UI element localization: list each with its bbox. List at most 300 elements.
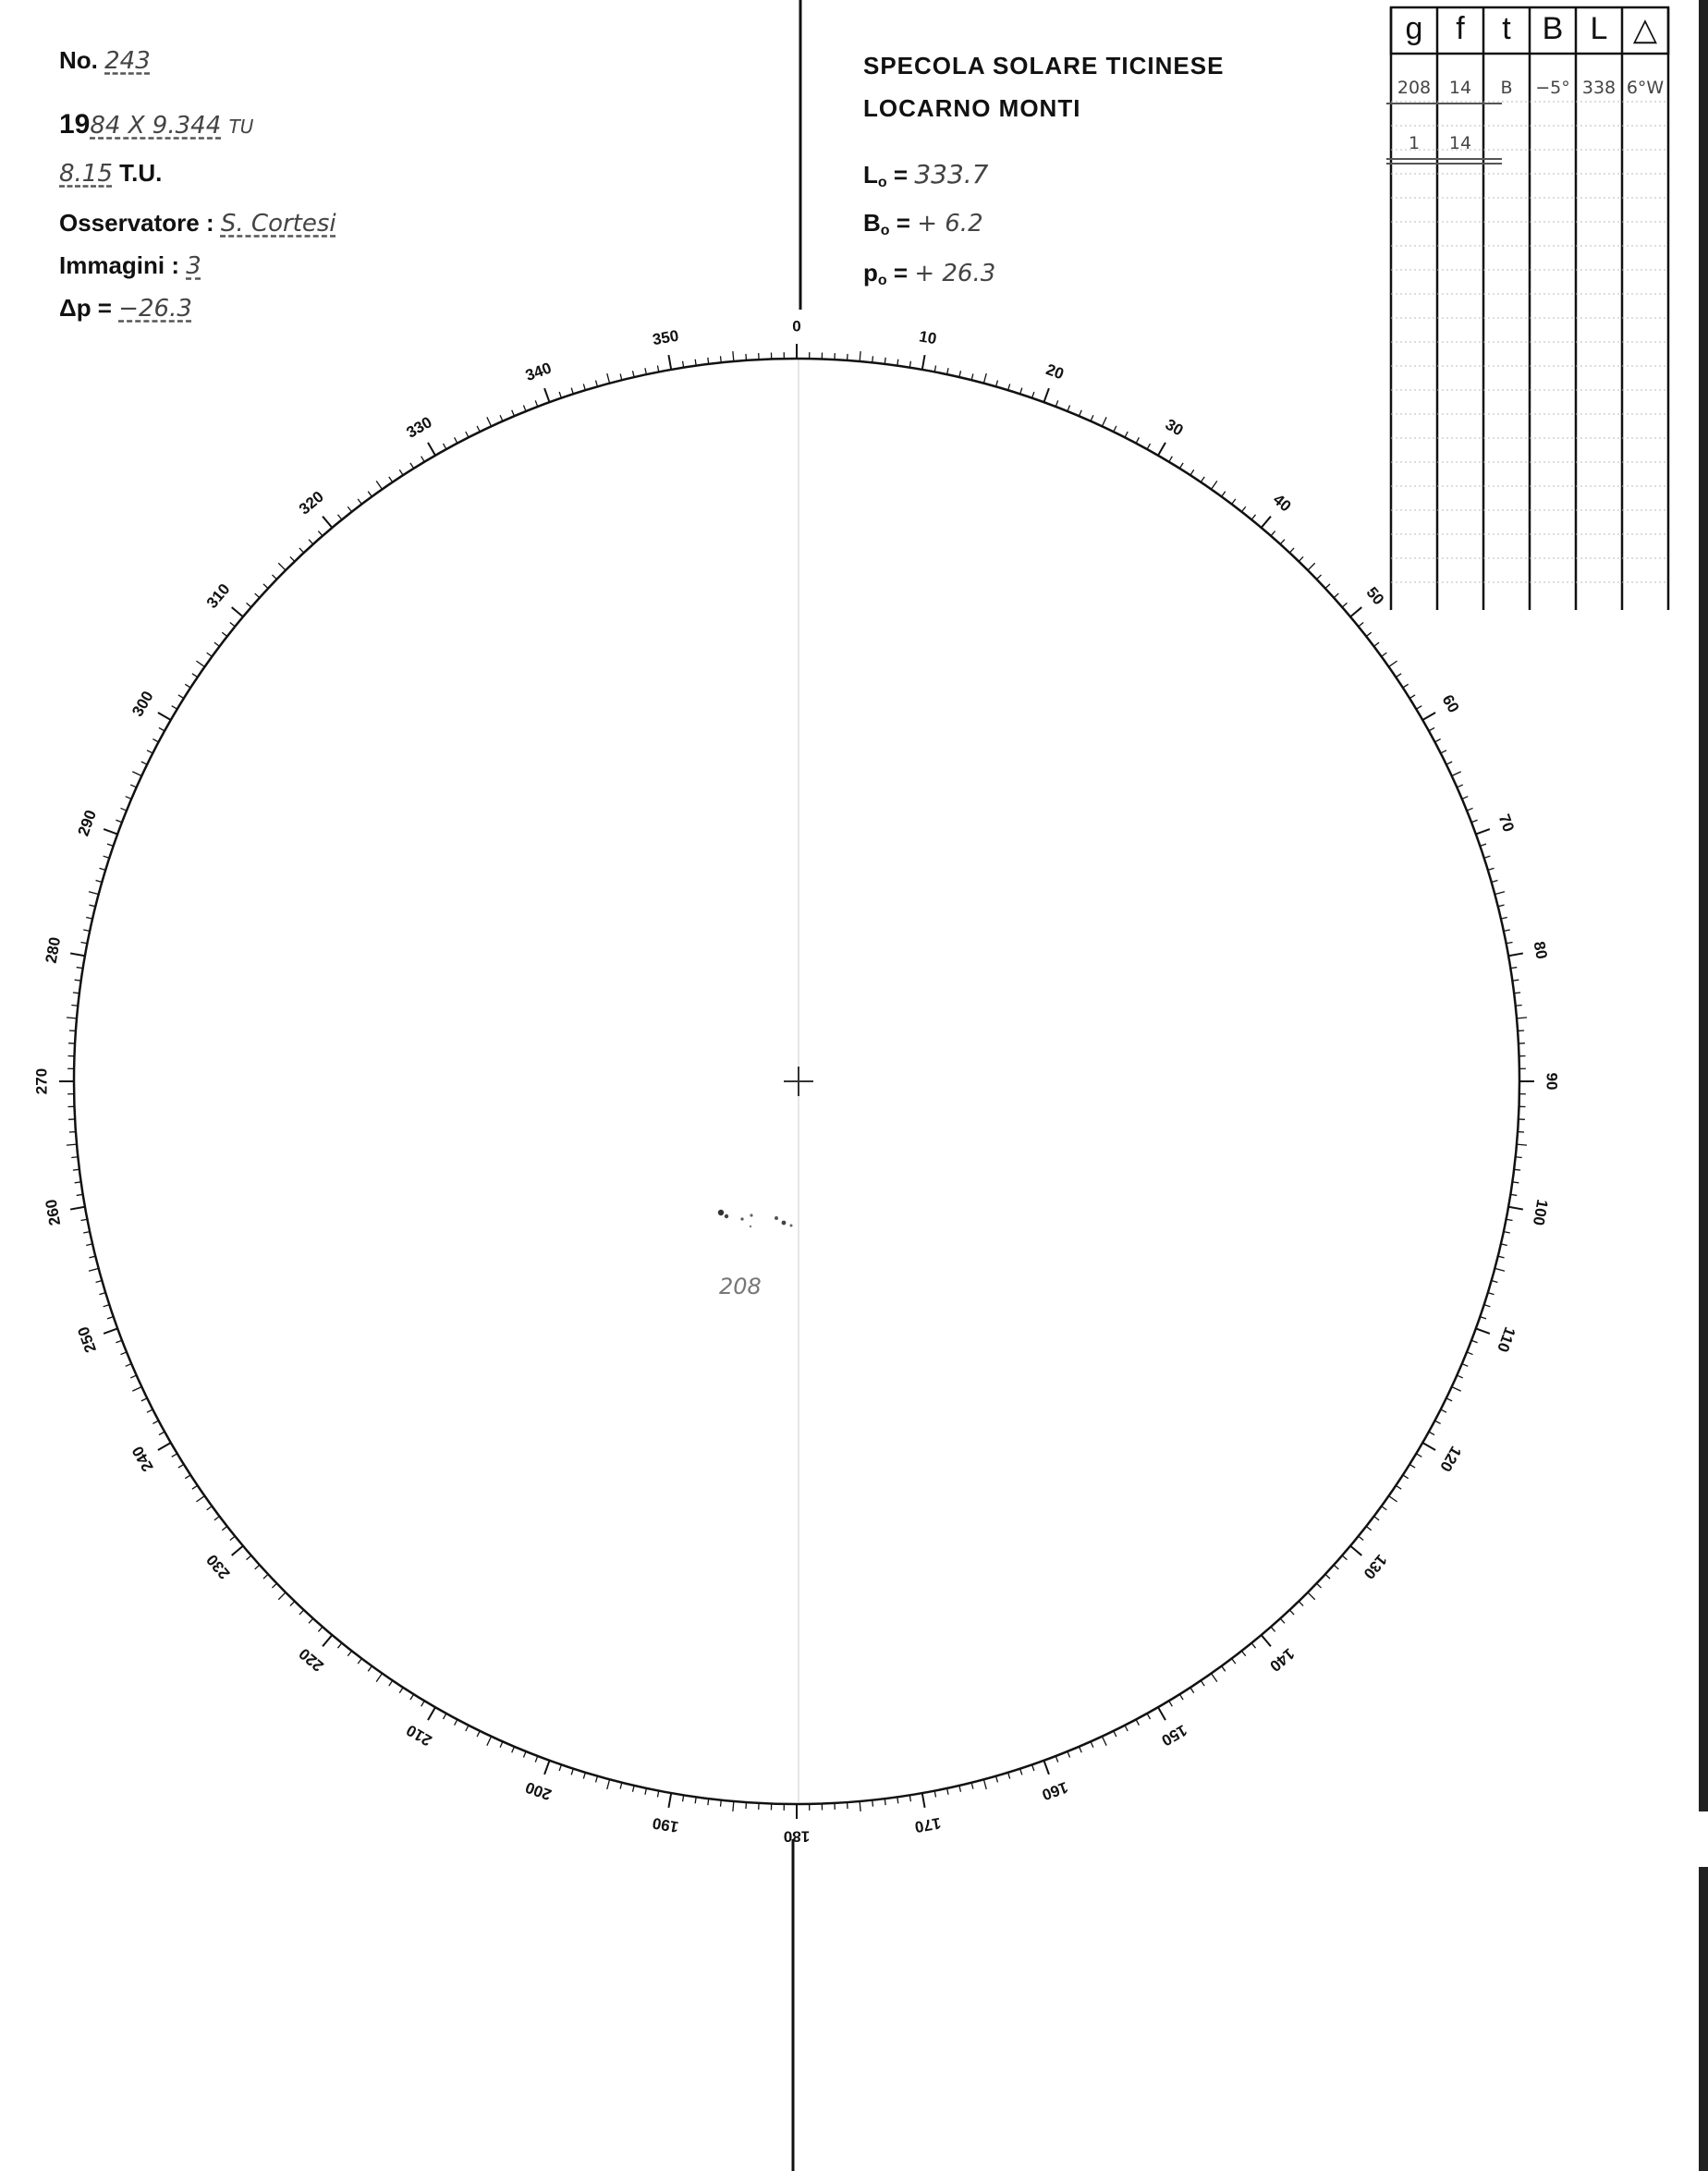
sunspot — [775, 1216, 778, 1220]
scale-tick — [1382, 1506, 1387, 1510]
scale-label: 20 — [1043, 360, 1067, 384]
scale-tick — [207, 1506, 213, 1510]
scale-tick — [247, 1555, 251, 1560]
scale-tick — [1441, 1409, 1446, 1412]
scale-tick — [1043, 388, 1048, 402]
scale-tick — [196, 1496, 204, 1502]
scale-tick — [1374, 642, 1380, 646]
table-cell: B — [1500, 78, 1513, 98]
sunspot — [725, 1214, 728, 1218]
scale-tick — [1262, 517, 1271, 528]
p0-eq: = — [893, 259, 909, 287]
scale-tick — [368, 492, 372, 497]
scale-tick — [1158, 443, 1165, 456]
scale-tick — [376, 481, 382, 489]
scale-tick — [1504, 930, 1510, 931]
scale-tick — [1289, 548, 1294, 553]
scale-tick — [633, 371, 635, 377]
scale-tick — [126, 797, 131, 799]
scale-tick — [141, 1398, 147, 1401]
scale-tick — [1008, 384, 1010, 390]
table-header-B: B — [1542, 11, 1564, 46]
scale-label: 140 — [1266, 1644, 1299, 1676]
scale-tick — [1179, 463, 1183, 469]
scale-tick — [1334, 1565, 1338, 1569]
scale-tick — [104, 829, 117, 834]
scale-tick — [230, 622, 235, 626]
scale-tick — [668, 1793, 671, 1808]
scale-tick — [1467, 808, 1472, 811]
scale-tick — [971, 373, 973, 380]
scale-tick — [428, 443, 435, 456]
scale-tick — [1201, 1680, 1204, 1686]
scale-tick — [172, 706, 177, 710]
scale-tick — [1508, 953, 1523, 956]
scale-tick — [1508, 1207, 1523, 1210]
year-prefix: 19 — [59, 109, 91, 140]
scale-tick — [620, 373, 622, 380]
scale-tick — [922, 355, 925, 370]
scale-tick — [116, 820, 122, 823]
scale-tick — [1147, 444, 1150, 449]
scale-tick — [1467, 1352, 1472, 1355]
scale-tick — [358, 1659, 361, 1665]
scale-tick — [535, 1756, 538, 1762]
scale-tick — [583, 384, 585, 390]
scale-tick — [120, 1352, 126, 1355]
scale-tick — [443, 1714, 445, 1719]
scale-label: 100 — [1529, 1198, 1552, 1227]
scale-tick — [1514, 1169, 1520, 1170]
scale-tick — [1389, 661, 1397, 666]
scale-tick — [708, 1799, 709, 1805]
scale-label: 280 — [42, 935, 65, 965]
scale-tick — [512, 1747, 515, 1752]
scale-tick — [73, 993, 79, 994]
scale-tick — [466, 432, 469, 437]
scale-tick — [1488, 868, 1494, 870]
scale-tick — [1190, 1688, 1194, 1693]
scale-tick — [96, 881, 103, 883]
L0-label: L — [863, 161, 878, 189]
scale-tick — [399, 1688, 403, 1693]
scale-tick — [255, 1565, 260, 1569]
scale-tick — [185, 1475, 190, 1479]
scale-tick — [708, 358, 709, 364]
B0-sub: o — [880, 223, 890, 238]
table-header-L: L — [1590, 11, 1608, 46]
delta-p-value: −26.3 — [118, 295, 192, 323]
scale-tick — [477, 426, 480, 432]
scale-tick — [309, 540, 313, 544]
scale-tick — [721, 1800, 722, 1807]
p0-label: p — [863, 259, 878, 287]
scale-label: 270 — [32, 1067, 51, 1095]
scale-tick — [1136, 1719, 1139, 1725]
scale-tick — [1114, 1731, 1116, 1737]
number-value: 243 — [104, 47, 151, 75]
scale-tick — [86, 1244, 92, 1246]
scale-tick — [323, 1635, 332, 1646]
scale-label: 250 — [74, 1323, 101, 1356]
scale-tick — [1251, 1643, 1255, 1648]
scale-tick — [107, 844, 114, 846]
scale-tick — [99, 868, 105, 870]
scale-tick — [99, 1293, 105, 1295]
scale-tick — [89, 892, 99, 895]
table-cell: −5° — [1535, 78, 1570, 98]
scale-tick — [1055, 1756, 1058, 1762]
scale-tick — [358, 499, 361, 505]
scale-tick — [178, 1464, 184, 1468]
scale-tick — [1325, 1574, 1330, 1579]
sunspot-group-label: 208 — [719, 1274, 762, 1299]
scale-tick — [299, 1610, 304, 1615]
scale-tick — [983, 373, 986, 384]
scale-label: 290 — [74, 807, 101, 839]
scale-tick — [107, 1317, 114, 1319]
L0-value: 333.7 — [914, 159, 989, 189]
scale-tick — [1457, 1375, 1462, 1378]
scale-tick — [299, 548, 304, 553]
scale-tick — [544, 388, 549, 402]
scale-tick — [247, 603, 251, 607]
scale-tick — [141, 762, 147, 764]
scale-label: 300 — [128, 688, 157, 720]
sunspot — [790, 1225, 793, 1227]
scale-tick — [1251, 515, 1255, 519]
scale-label: 330 — [403, 413, 435, 442]
scale-tick — [410, 463, 414, 469]
scale-tick — [290, 556, 295, 561]
scale-tick — [278, 563, 286, 570]
images-label: Immagini : — [59, 251, 180, 279]
scale-tick — [222, 1526, 227, 1530]
scale-tick — [1080, 1747, 1082, 1752]
scale-tick — [1102, 1737, 1106, 1746]
center-cross — [784, 1067, 813, 1096]
scale-tick — [1514, 993, 1520, 994]
scale-tick — [596, 1776, 598, 1783]
scan-edge-gap — [1699, 1811, 1708, 1867]
table-header-f: f — [1456, 11, 1465, 46]
scale-tick — [1201, 477, 1204, 482]
scale-tick — [1480, 1317, 1486, 1319]
scale-tick — [1374, 1517, 1380, 1520]
scale-tick — [1429, 727, 1434, 730]
scale-tick — [263, 1574, 268, 1579]
scale-tick — [1462, 797, 1468, 799]
scale-label: 120 — [1436, 1443, 1465, 1475]
scale-tick — [323, 517, 332, 528]
scale-tick — [1241, 1651, 1245, 1656]
table-cell: 14 — [1448, 133, 1472, 153]
sunspot — [750, 1226, 751, 1227]
scale-tick — [290, 1602, 295, 1606]
scale-tick — [1190, 470, 1194, 475]
sunspot — [750, 1214, 752, 1216]
scale-tick — [1032, 1764, 1034, 1771]
scale-tick — [512, 410, 515, 416]
scale-tick — [1114, 426, 1116, 432]
scale-label: 310 — [202, 579, 234, 612]
scale-tick — [1169, 457, 1173, 462]
scale-tick — [1434, 1421, 1440, 1423]
scale-tick — [1212, 481, 1217, 489]
scale-tick — [1091, 415, 1093, 421]
scale-tick — [130, 1375, 136, 1378]
scale-tick — [1008, 1773, 1010, 1779]
p0-value: + 26.3 — [914, 260, 996, 287]
scale-tick — [1517, 1144, 1527, 1145]
scale-tick — [1441, 750, 1446, 753]
scale-tick — [1043, 1761, 1048, 1775]
scale-label: 110 — [1494, 1324, 1519, 1355]
scale-tick — [1403, 1475, 1409, 1479]
images-value: 3 — [186, 252, 201, 280]
scale-tick — [389, 1680, 393, 1686]
scale-tick — [1308, 1592, 1315, 1600]
scale-tick — [73, 1169, 79, 1170]
scale-tick — [263, 584, 268, 589]
scale-tick — [337, 515, 341, 519]
B0-value: + 6.2 — [917, 210, 983, 238]
table-cell: 1 — [1408, 133, 1421, 153]
scale-tick — [1280, 540, 1285, 544]
scale-label: 220 — [295, 1644, 327, 1676]
scale-tick — [645, 1788, 646, 1795]
scale-tick — [222, 632, 227, 636]
scale-tick — [318, 1627, 323, 1631]
scale-tick — [466, 1726, 469, 1731]
time-value: 8.15 — [59, 160, 113, 188]
scale-tick — [1492, 881, 1498, 883]
scale-tick — [1359, 1536, 1363, 1540]
scale-tick — [922, 1793, 925, 1808]
scale-tick — [1416, 1454, 1421, 1457]
scale-tick — [559, 392, 561, 398]
B0-label: B — [863, 209, 881, 237]
scale-tick — [996, 1776, 998, 1783]
scale-tick — [1457, 785, 1462, 787]
table-cell: 14 — [1448, 78, 1472, 98]
scale-tick — [443, 444, 445, 449]
scale-label: 240 — [128, 1443, 157, 1475]
scale-tick — [1452, 772, 1461, 776]
scale-tick — [421, 457, 425, 462]
scale-tick — [1403, 684, 1409, 688]
scale-tick — [152, 1421, 158, 1423]
table-header-delta: △ — [1632, 12, 1658, 47]
scale-tick — [1091, 1741, 1093, 1747]
scale-tick — [571, 1769, 573, 1775]
scale-tick — [1317, 1583, 1322, 1588]
scale-tick — [1232, 1659, 1236, 1665]
scale-tick — [96, 1281, 103, 1283]
scale-tick — [1241, 506, 1245, 512]
scale-tick — [1471, 1340, 1478, 1343]
scale-tick — [1498, 1256, 1505, 1258]
scale-tick — [196, 661, 204, 666]
scale-tick — [158, 713, 171, 720]
scale-tick — [1452, 1386, 1461, 1391]
scale-tick — [633, 1786, 635, 1792]
date-suffix: TU — [228, 116, 254, 138]
scale-tick — [159, 727, 165, 730]
scale-tick — [1422, 1443, 1435, 1450]
observer-label: Osservatore : — [59, 209, 214, 237]
scale-tick — [1504, 1232, 1510, 1233]
scale-tick — [1125, 432, 1128, 437]
scale-label: 70 — [1494, 811, 1518, 835]
scale-tick — [959, 1786, 961, 1792]
scale-tick — [178, 695, 184, 699]
scale-tick — [1032, 392, 1034, 398]
scale-tick — [721, 356, 722, 362]
scale-tick — [1308, 563, 1315, 570]
table-dotted-rules — [1391, 102, 1668, 582]
scale-tick — [70, 953, 85, 956]
scale-tick — [1080, 410, 1082, 416]
scale-tick — [348, 1651, 351, 1656]
scale-tick — [126, 1364, 131, 1367]
scale-tick — [337, 1643, 341, 1648]
scale-tick — [410, 1694, 414, 1700]
scale-tick — [255, 593, 260, 598]
scale-tick — [1271, 531, 1275, 536]
scale-tick — [1317, 575, 1322, 579]
scale-tick — [668, 355, 671, 370]
scale-tick — [1342, 603, 1347, 607]
scale-tick — [207, 653, 213, 656]
p0-sub: o — [877, 273, 887, 288]
scale-tick — [1334, 593, 1338, 598]
table-cell: 208 — [1397, 78, 1432, 98]
scale-tick — [147, 750, 152, 753]
scale-tick — [559, 1764, 561, 1771]
scale-tick — [278, 1592, 286, 1600]
L0-eq: = — [893, 161, 909, 189]
scale-tick — [1484, 1305, 1491, 1307]
table-cell: 6°W — [1626, 78, 1665, 98]
scale-tick — [89, 905, 95, 907]
scale-tick — [455, 1719, 458, 1725]
scale-tick — [1484, 856, 1491, 858]
scale-tick — [1382, 653, 1387, 656]
scale-tick — [192, 674, 198, 677]
scale-tick — [1494, 1268, 1505, 1271]
scale-tick — [71, 1157, 78, 1158]
scale-tick — [132, 772, 141, 776]
institution-line-1: SPECOLA SOLARE TICINESE — [863, 52, 1225, 79]
scale-tick — [1280, 1618, 1285, 1623]
scale-label: 190 — [651, 1813, 680, 1836]
table-header-t: t — [1502, 11, 1511, 46]
scale-tick — [185, 684, 190, 688]
scale-tick — [500, 415, 503, 421]
sunspot-group-208 — [718, 1210, 793, 1227]
scale-tick — [421, 1701, 425, 1706]
scale-tick — [1136, 437, 1139, 443]
scale-tick — [399, 470, 403, 475]
scale-tick — [1299, 556, 1303, 561]
scale-tick — [1492, 1281, 1498, 1283]
scale-label: 80 — [1530, 940, 1551, 961]
scale-tick — [1416, 706, 1421, 710]
scale-tick — [872, 1800, 873, 1807]
B0-eq: = — [896, 209, 910, 237]
scale-tick — [1125, 1726, 1128, 1731]
observer-value: S. Cortesi — [220, 210, 336, 238]
number-label: No. — [59, 46, 98, 74]
scale-tick — [192, 1485, 198, 1489]
scale-tick — [1179, 1694, 1183, 1700]
scale-tick — [376, 1674, 382, 1682]
scale-tick — [1222, 1666, 1226, 1672]
scale-tick — [523, 1751, 526, 1757]
scale-label: 50 — [1362, 583, 1388, 609]
scale-tick — [83, 1232, 90, 1233]
scale-tick — [1476, 829, 1490, 834]
date-value: 84 X 9.344 — [90, 112, 222, 140]
scale-tick — [83, 930, 90, 931]
scale-tick — [1429, 1432, 1434, 1434]
scale-tick — [1366, 632, 1372, 636]
scale-tick — [607, 373, 610, 384]
scale-tick — [368, 1666, 372, 1672]
scale-tick — [1480, 844, 1486, 846]
scale-tick — [1350, 607, 1361, 616]
scale-tick — [884, 1799, 885, 1805]
scale-tick — [620, 1783, 622, 1789]
scale-tick — [884, 358, 885, 364]
scale-tick — [1446, 1398, 1452, 1401]
scale-tick — [487, 1737, 492, 1746]
scale-tick — [67, 1144, 77, 1145]
scale-label: 160 — [1039, 1777, 1071, 1804]
scale-tick — [1147, 1714, 1150, 1719]
scale-tick — [996, 381, 998, 387]
scale-tick — [152, 739, 158, 742]
scale-tick — [272, 1583, 276, 1588]
scale-label: 150 — [1158, 1721, 1190, 1750]
scale-tick — [733, 351, 734, 361]
scale-tick — [120, 808, 126, 811]
scale-tick — [309, 1618, 313, 1623]
scale-tick — [1020, 1769, 1022, 1775]
scale-tick — [147, 1409, 152, 1412]
scale-tick — [104, 1328, 117, 1333]
scale-label: 10 — [917, 327, 938, 348]
sunspot — [718, 1210, 724, 1215]
scale-tick — [1102, 417, 1106, 426]
scale-tick — [1350, 1546, 1361, 1555]
scale-tick — [86, 918, 92, 920]
scale-tick — [1389, 1496, 1397, 1502]
scale-tick — [733, 1801, 734, 1811]
scale-tick — [1446, 762, 1452, 764]
scale-tick — [159, 1432, 165, 1434]
scale-tick — [348, 506, 351, 512]
sunspot — [740, 1217, 743, 1220]
scale-label: 210 — [403, 1721, 435, 1750]
scale-tick — [1325, 584, 1330, 589]
scale-label: 350 — [651, 326, 680, 349]
scale-tick — [1366, 1526, 1372, 1530]
scale-tick — [500, 1741, 503, 1747]
scale-tick — [1169, 1701, 1173, 1706]
table-header-g: g — [1405, 11, 1423, 46]
